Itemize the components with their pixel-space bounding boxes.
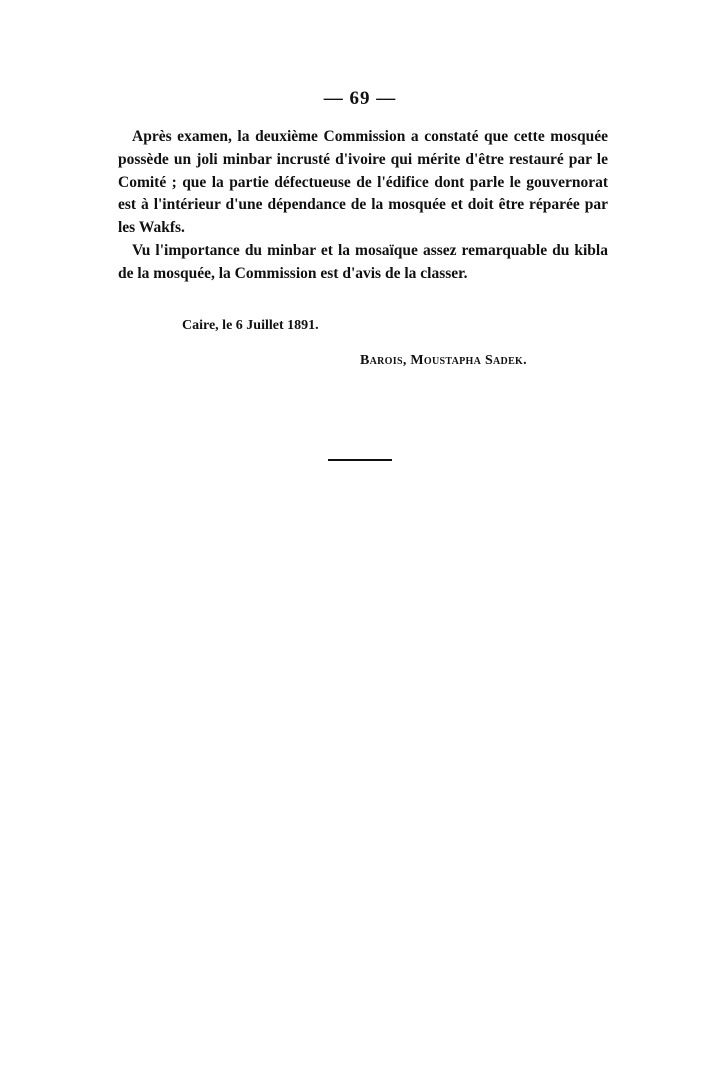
body-text	[118, 126, 608, 286]
page-number: — 69 —	[323, 88, 397, 109]
place-date: Caire, le 6 Juillet 1891.	[182, 318, 319, 333]
paragraph-examination: Après examen, la deuxième Commission a constaté que cette mosquée possède un joli minbar incrusté d'ivoire qui mérite d'être restauré par le Comité ; que la partie défectueuse de l'édifice dont parle le gouvernorat est à l'intérieur d'une dépendance de la mosquée et doit être réparée par les Wakfs.	[118, 128, 608, 237]
end-rule	[328, 459, 392, 461]
signature: Barois, Moustapha Sadek.	[360, 353, 527, 368]
paragraph-classification: Vu l'importance du minbar et la mosaïque assez remarquable du kibla de la mosquée, la Commission est d'avis de la classer.	[118, 241, 608, 282]
